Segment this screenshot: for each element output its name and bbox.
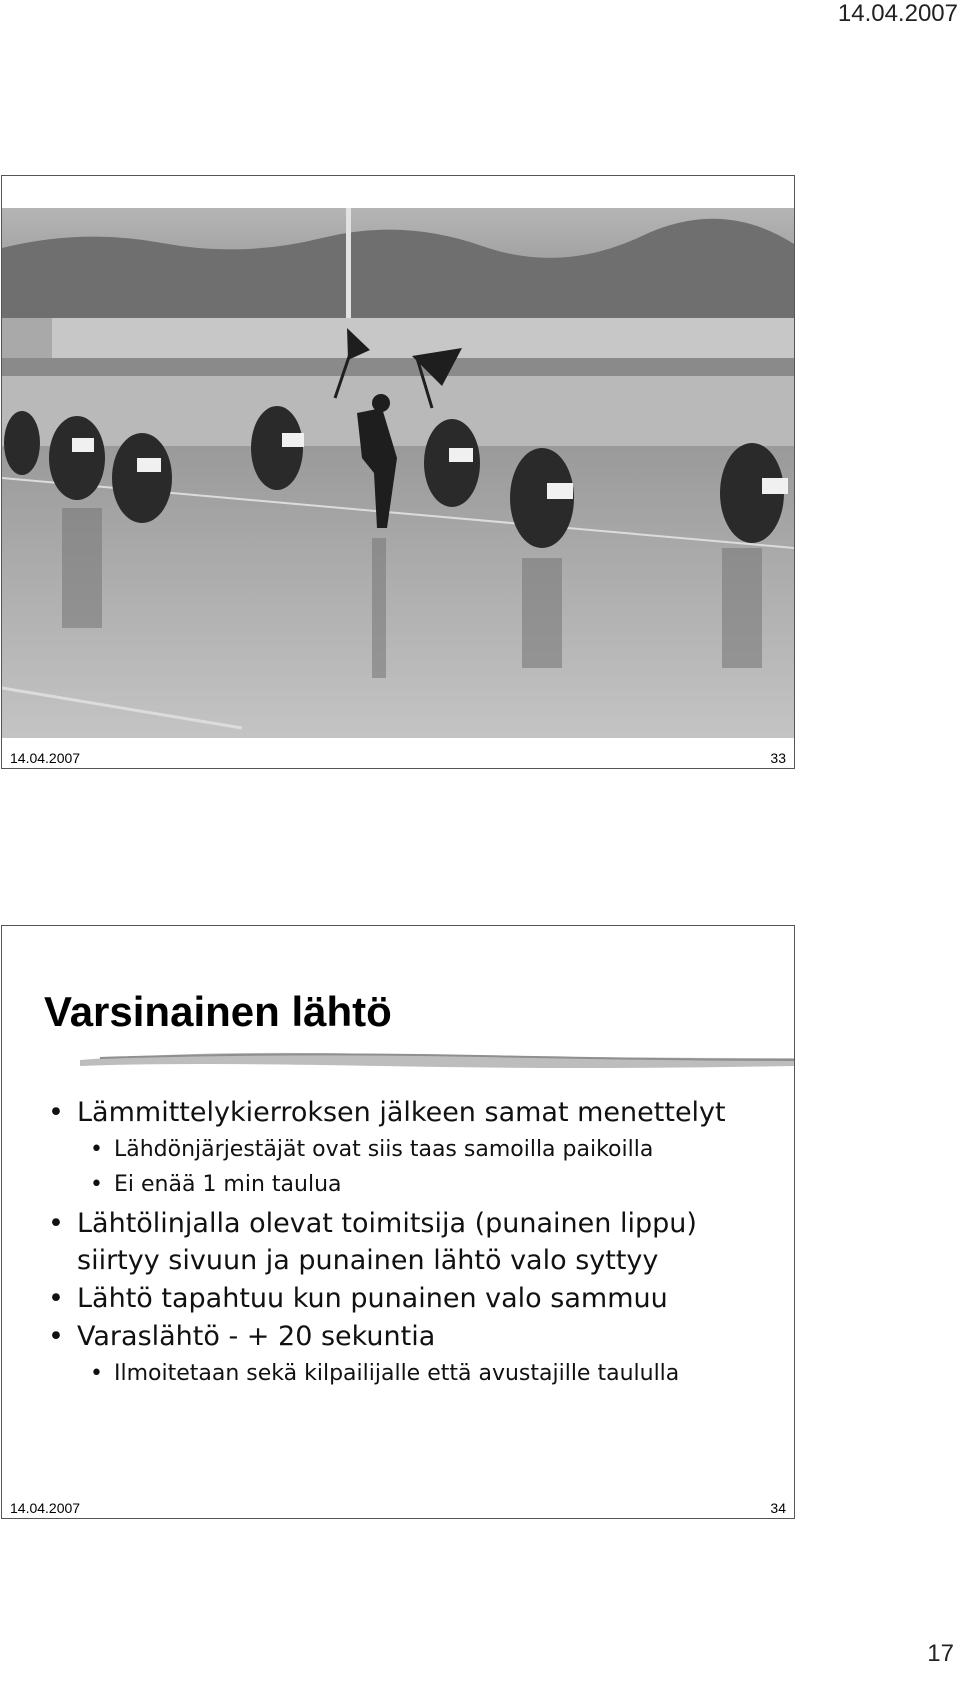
bullet-text: Lähtö tapahtuu kun punainen valo sammuu xyxy=(77,1283,668,1314)
bullet-glyph: • xyxy=(48,1097,64,1128)
bullet-glyph: • xyxy=(48,1208,64,1239)
sub-bullet-item xyxy=(42,1170,782,1200)
bullet-glyph: • xyxy=(90,1137,103,1162)
page-header-date: 14.04.2007 xyxy=(837,0,958,27)
bullet-text: Ilmoitetaan sekä kilpailijalle että avustajille taululla xyxy=(114,1361,680,1386)
bullet-text: Lähtölinjalla olevat toimitsija (punainen lippu) siirtyy sivuun ja punainen lähtö valo syttyy xyxy=(77,1208,697,1276)
bullet-item xyxy=(42,1318,782,1355)
slide-34 xyxy=(1,925,795,1519)
bullet-glyph: • xyxy=(48,1283,64,1314)
bullet-item xyxy=(42,1280,782,1317)
race-start-photo xyxy=(2,208,794,738)
slide-number: 33 xyxy=(770,750,786,766)
slide-footer-date: 14.04.2007 xyxy=(10,750,81,766)
sub-bullet-item xyxy=(42,1135,782,1165)
title-underline-brush xyxy=(80,1044,794,1072)
slide-number: 34 xyxy=(770,1500,786,1516)
bullet-glyph: • xyxy=(48,1321,64,1352)
bullet-item xyxy=(42,1205,782,1279)
bullet-list xyxy=(42,1094,782,1394)
slide-footer-date: 14.04.2007 xyxy=(10,1500,81,1516)
slide-title: Varsinainen lähtö xyxy=(44,988,392,1035)
bullet-text: Lämmittelykierroksen jälkeen samat menettelyt xyxy=(77,1097,726,1128)
sub-bullet-item xyxy=(42,1359,782,1389)
bullet-glyph: • xyxy=(90,1361,103,1386)
page-number: 17 xyxy=(927,1640,954,1667)
slide-33 xyxy=(1,175,795,769)
bullet-glyph: • xyxy=(90,1172,103,1197)
bullet-text: Ei enää 1 min taulua xyxy=(114,1172,342,1197)
bullet-text: Lähdönjärjestäjät ovat siis taas samoilla paikoilla xyxy=(114,1137,654,1162)
bullet-text: Varaslähtö - + 20 sekuntia xyxy=(77,1321,436,1352)
bullet-item xyxy=(42,1094,782,1131)
